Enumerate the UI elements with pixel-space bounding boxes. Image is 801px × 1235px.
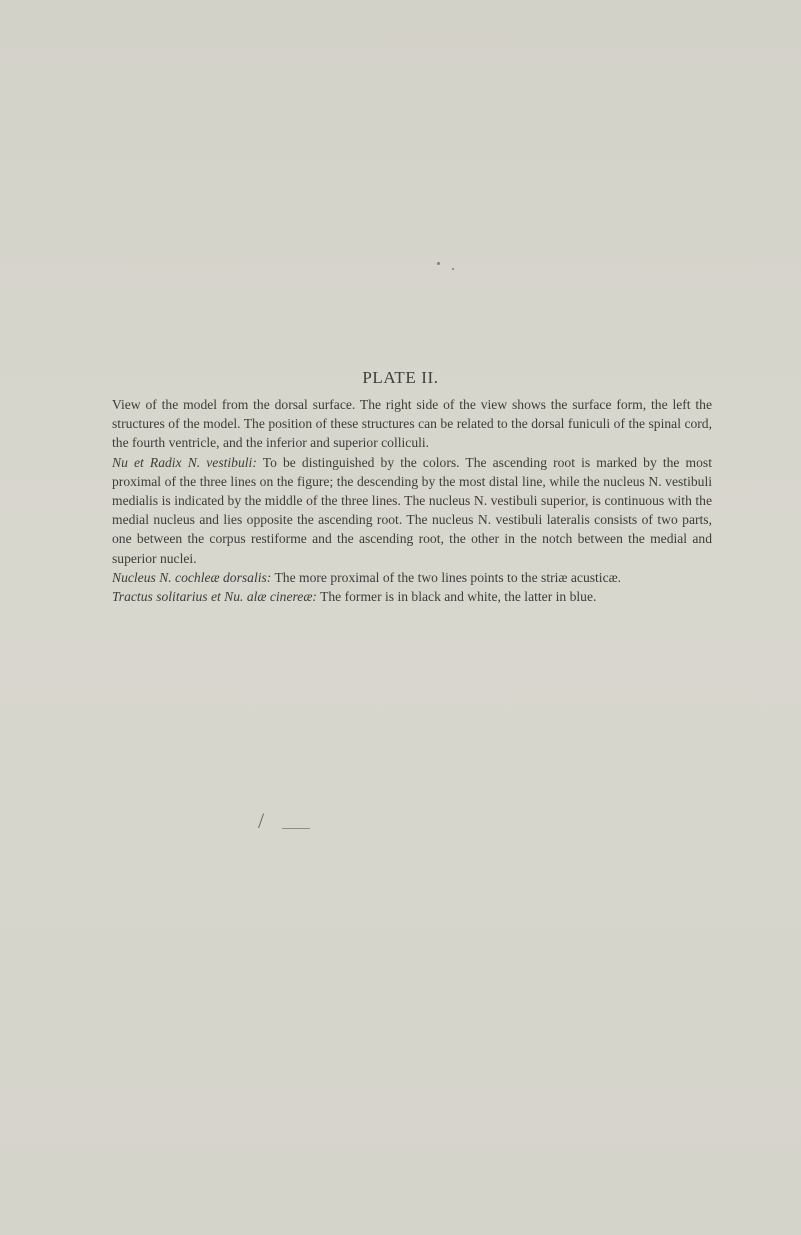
margin-pencil-mark: / bbox=[258, 808, 265, 833]
paragraph-text: View of the model from the dorsal surface. The right side of the view shows the surface form, the left the structures of the model. The position of these structures can be related to the dorsal funiculi of the spinal cord, the fourth ventricle, and the inferior and superior colliculi. bbox=[112, 397, 712, 451]
paragraph-text: The former is in black and white, the latter in blue. bbox=[316, 589, 597, 605]
paper-speck bbox=[452, 268, 454, 270]
paragraph-nu-radix-vestibuli bbox=[112, 453, 712, 568]
paragraph-nucleus-cochleae bbox=[112, 568, 712, 587]
plate-description bbox=[112, 395, 712, 606]
paragraph-text: To be distinguished by the colors. The ascending root is marked by the most proximal of the three lines on the figure; the descending by the most distal line, while the nucleus N. vestibuli medialis is indicated by the middle of the three lines. The nucleus N. vestibuli superior, is continuous with the medial nucleus and lies opposite the ascending root. The nucleus N. vestibuli lateralis consists of two parts, one between the corpus restiforme and the ascending root, the other in the notch between the medial and superior nuclei. bbox=[112, 454, 712, 566]
term-heading: Nucleus N. cochleæ dorsalis: bbox=[112, 569, 272, 585]
paragraph-view-description bbox=[112, 395, 712, 453]
plate-title: PLATE II. bbox=[362, 368, 439, 387]
margin-dash-mark bbox=[282, 828, 310, 829]
term-heading: Nu et Radix N. vestibuli: bbox=[112, 454, 257, 470]
paragraph-text: The more proximal of the two lines points to the striæ acusticæ. bbox=[271, 569, 622, 585]
paragraph-tractus-solitarius bbox=[112, 587, 712, 606]
paper-speck bbox=[437, 262, 440, 265]
term-heading: Tractus solitarius et Nu. alæ cinereæ: bbox=[112, 589, 317, 605]
